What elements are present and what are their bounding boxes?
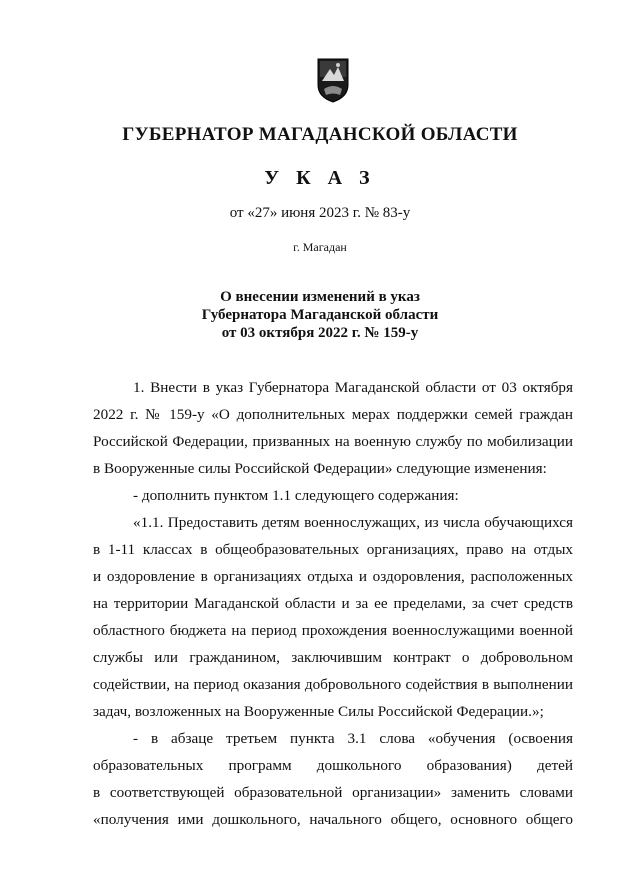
body-line: «получения ими дошкольного, начального общего, основного общего xyxy=(93,811,573,828)
document-date-number: от «27» июня 2023 г. № 83-у xyxy=(229,205,411,221)
organization-title: ГУБЕРНАТОР МАГАДАНСКОЙ ОБЛАСТИ xyxy=(122,124,518,145)
body-line: «1.1. Предоставить детям военнослужащих, из числа обучающихся xyxy=(133,514,573,531)
body-line: службы или гражданином, заключившим контракт о добровольном xyxy=(93,649,573,666)
body-line: Российской Федерации, призванных на военную службу по мобилизации xyxy=(93,433,573,450)
coat-of-arms-icon xyxy=(316,57,350,103)
body-line: в Вооруженные силы Российской Федерации» следующие изменения: xyxy=(93,460,547,477)
document-place: г. Магадан xyxy=(293,240,347,254)
body-line: задач, возложенных на Вооруженные Силы Российской Федерации.»; xyxy=(93,703,544,720)
subject-line: О внесении изменений в указ xyxy=(220,289,420,305)
body-line: 1. Внести в указ Губернатора Магаданской области от 03 октября xyxy=(133,379,573,396)
subject-line: Губернатора Магаданской области xyxy=(201,307,439,323)
body-line: на территории Магаданской области и за ее пределами, за счет средств xyxy=(93,595,573,612)
body-line: в соответствующей образовательной организации» заменить словами xyxy=(93,784,573,801)
body-line: областного бюджета на период прохождения военнослужащими военной xyxy=(93,622,573,639)
body-line: в 1-11 классах в общеобразовательных организациях, право на отдых xyxy=(93,541,573,558)
subject-line: от 03 октября 2022 г. № 159-у xyxy=(221,325,419,341)
document-body xyxy=(93,374,573,833)
body-line: - в абзаце третьем пункта 3.1 слова «обучения (освоения xyxy=(133,730,573,747)
document-type: У К А З xyxy=(264,167,376,189)
document-subject xyxy=(0,288,640,342)
body-line: образовательных программ дошкольного образования) детей xyxy=(93,757,573,774)
body-line: содействии, на период оказания добровольного содействия в выполнении xyxy=(93,676,573,693)
body-line: - дополнить пунктом 1.1 следующего содержания: xyxy=(133,487,459,504)
body-line: и оздоровление в организациях отдыха и оздоровления, расположенных xyxy=(93,568,573,585)
body-line: 2022 г. № 159-у «О дополнительных мерах поддержки семей граждан xyxy=(93,406,573,423)
